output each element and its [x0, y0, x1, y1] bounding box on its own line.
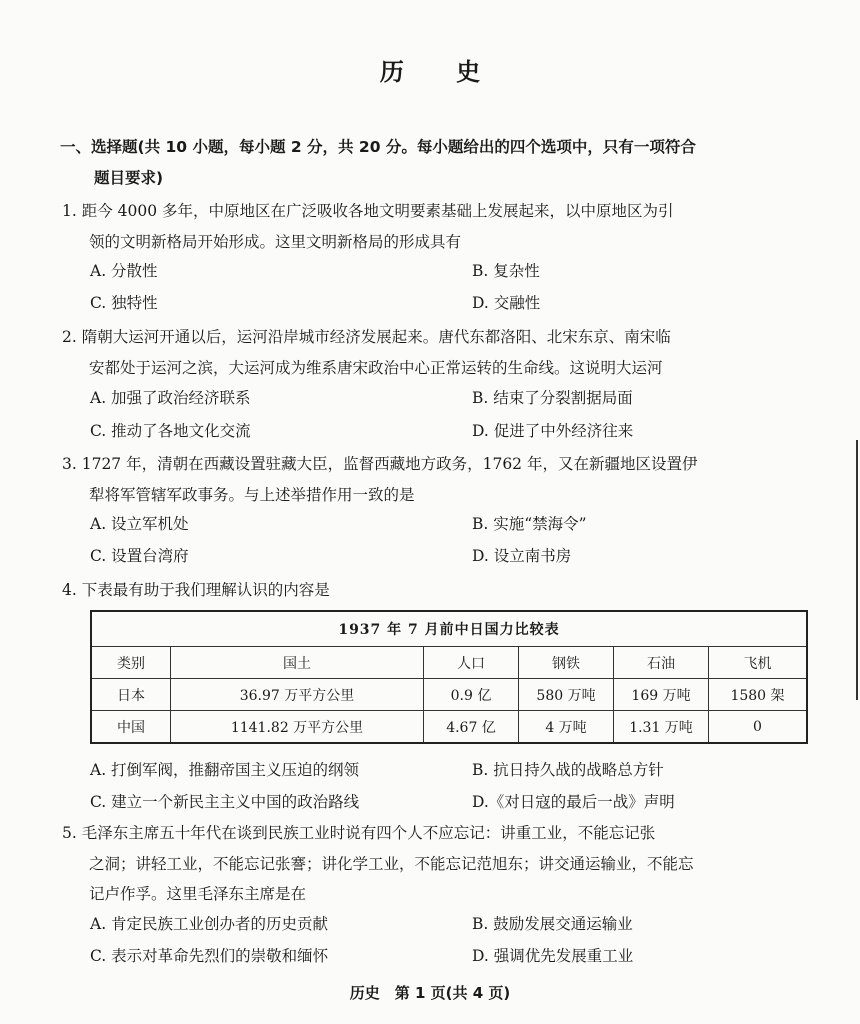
section-heading-line2: 题目要求)	[94, 169, 164, 187]
table-header-cell: 钢铁	[519, 647, 614, 679]
table-row	[91, 679, 807, 711]
table-cell: 1580 架	[709, 679, 808, 711]
question-1-line2: 领的文明新格局开始形成。这里文明新格局的形成具有	[89, 232, 462, 251]
section-heading	[60, 132, 820, 194]
table-cell: 36.97 万平方公里	[171, 679, 424, 711]
question-5-line3: 记卢作孚。这里毛泽东主席是在	[89, 885, 307, 903]
option-b: B. 实施“禁海令”	[472, 515, 587, 533]
table-header-cell: 国土	[171, 647, 424, 679]
page-edge-divider	[856, 440, 858, 700]
option-c: C. 建立一个新民主主义中国的政治路线	[90, 793, 360, 811]
table-header-cell: 飞机	[709, 647, 808, 679]
question-5	[62, 818, 812, 910]
question-2-line2: 安都处于运河之滨，大运河成为维系唐宋政治中心正常运转的生命线。这说明大运河	[89, 358, 663, 377]
table-cell: 0.9 亿	[424, 679, 519, 711]
option-a: A. 设立军机处	[90, 515, 189, 533]
question-5-line1: 5. 毛泽东主席五十年代在谈到民族工业时说有四个人不应忘记：讲重工业，不能忘记张	[62, 824, 656, 842]
table-cell: 4.67 亿	[424, 711, 519, 744]
table-cell: 4 万吨	[519, 711, 614, 744]
question-4-line1: 4. 下表最有助于我们理解认识的内容是	[62, 581, 330, 599]
option-b: B. 鼓励发展交通运输业	[472, 915, 633, 933]
question-1-line1: 1. 距今 4000 多年，中原地区在广泛吸收各地文明要素基础上发展起来，以中原地区为引	[62, 202, 674, 220]
page-footer: 历史 第 1 页(共 4 页)	[349, 984, 511, 1002]
question-3-line2: 犁将军管辖军政事务。与上述举措作用一致的是	[89, 485, 415, 504]
comparison-table	[90, 610, 808, 744]
option-b: B. 结束了分裂割据局面	[472, 389, 633, 407]
question-5-line2: 之洞；讲轻工业，不能忘记张謇；讲化学工业，不能忘记范旭东；讲交通运输业，不能忘	[89, 854, 694, 873]
section-heading-line1: 一、选择题(共 10 小题，每小题 2 分，共 20 分。每小题给出的四个选项中，只有一项符合	[60, 138, 696, 156]
option-d: D. 交融性	[472, 294, 541, 312]
table-cell: 169 万吨	[614, 679, 709, 711]
table-cell: 580 万吨	[519, 679, 614, 711]
table-cell: 日本	[91, 679, 171, 711]
table-cell: 1.31 万吨	[614, 711, 709, 744]
question-3-line1: 3. 1727 年，清朝在西藏设置驻藏大臣，监督西藏地方政务，1762 年，又在新疆地区设置伊	[62, 455, 698, 473]
table-cell: 0	[709, 711, 808, 744]
table-header-row	[91, 647, 807, 679]
option-a: A. 打倒军阀，推翻帝国主义压迫的纲领	[90, 761, 360, 779]
option-d: D.《对日寇的最后一战》声明	[472, 793, 675, 811]
option-a: A. 加强了政治经济联系	[90, 389, 251, 407]
option-c: C. 表示对革命先烈们的崇敬和缅怀	[90, 947, 329, 965]
option-c: C. 设置台湾府	[90, 547, 189, 565]
question-4	[62, 575, 812, 606]
option-a: A. 肯定民族工业创办者的历史贡献	[90, 915, 329, 933]
option-a: A. 分散性	[90, 262, 158, 280]
option-b: B. 复杂性	[472, 262, 540, 280]
option-b: B. 抗日持久战的战略总方针	[472, 761, 664, 779]
option-d: D. 设立南书房	[472, 547, 572, 565]
table-header-cell: 石油	[614, 647, 709, 679]
question-2-line1: 2. 隋朝大运河开通以后，运河沿岸城市经济发展起来。唐代东都洛阳、北宋东京、南宋临	[62, 328, 671, 346]
question-1	[62, 196, 812, 257]
question-3	[62, 449, 812, 510]
table-caption: 1937 年 7 月前中日国力比较表	[91, 611, 807, 647]
table-cell: 中国	[91, 711, 171, 744]
question-2	[62, 322, 812, 383]
option-c: C. 独特性	[90, 294, 158, 312]
page-title: 历 史	[379, 58, 503, 86]
table-cell: 1141.82 万平方公里	[171, 711, 424, 744]
option-c: C. 推动了各地文化交流	[90, 422, 251, 440]
table-row	[91, 711, 807, 744]
table-header-cell: 人口	[424, 647, 519, 679]
table-header-cell: 类别	[91, 647, 171, 679]
option-d: D. 强调优先发展重工业	[472, 947, 634, 965]
option-d: D. 促进了中外经济往来	[472, 422, 634, 440]
